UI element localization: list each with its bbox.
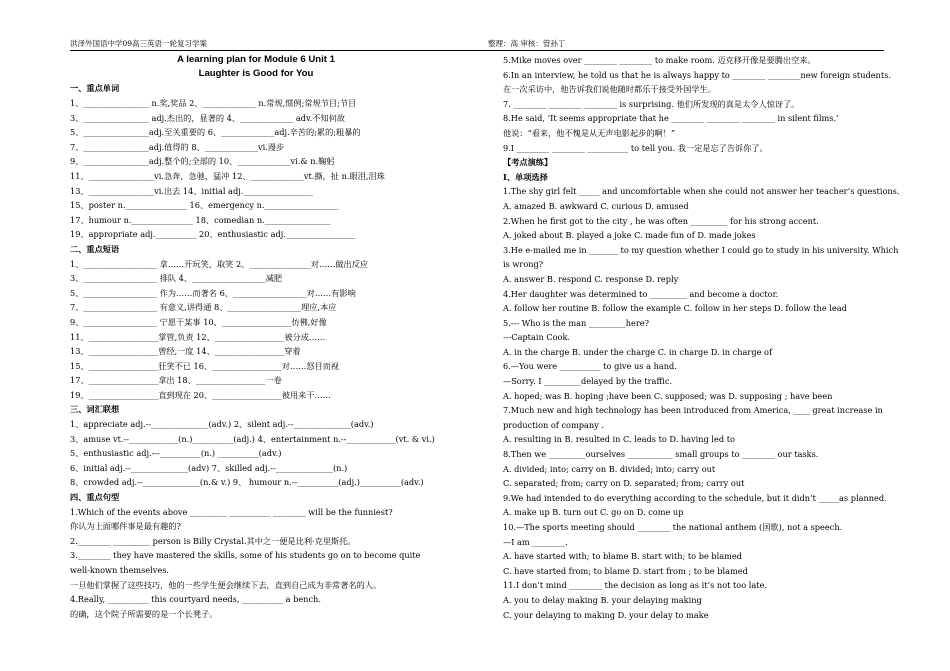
left-line: 7、__________________ 有意义,讲得通 8、__________________理应,本应 xyxy=(70,302,337,313)
left-line: well-known themselves. xyxy=(70,565,170,575)
right-line: —I am ________. xyxy=(503,536,568,547)
left-column xyxy=(70,53,442,621)
left-line: 5、enthusiastic adj.---__________(n.) __________(adv.) xyxy=(70,448,282,459)
header-left: 洪泽外国语中学09高三英语一轮复习学案 xyxy=(70,39,208,48)
left-line: 5、________________adj.至关重要的 6、_____________adj.辛苦的;累的;粗暴的 xyxy=(70,127,361,138)
right-line: A. resulting in B. resulted in C. leads to D. having led to xyxy=(503,434,735,445)
left-line: 3、__________________ 排队 4、__________________减肥 xyxy=(70,273,283,284)
right-line: 2.When he first got to the city , he was often _________ for his strong accent. xyxy=(503,215,819,226)
left-line: 1、________________ n.奖,奖品 2、_____________ n.常规,惯例;常规节目;节目 xyxy=(70,98,357,108)
right-line: A. make up B. turn out C. go on D. come up xyxy=(503,507,684,518)
left-line: 你认为上面哪件事是最有趣的? xyxy=(70,521,181,532)
right-line: 他说：“看来，他不愧是从无声电影起步的啊！” xyxy=(503,127,676,138)
left-line: 11、________________vi.急奔，急驰，猛冲 12、_____________vt.撕，扯 n.眼泪,泪珠 xyxy=(70,170,385,181)
right-column-body xyxy=(503,53,900,622)
left-line: 5、__________________ 作为……而著名 6、__________________对……有影响 xyxy=(70,287,356,298)
right-line: 【考点演练】 xyxy=(503,157,553,168)
left-line: 3.________ they have mastered the skills, some of his students go on to become quite xyxy=(70,550,421,561)
right-line: 10.—The sports meeting should ________ the national anthem (国歌), not a speech. xyxy=(503,522,843,532)
right-line: production of company . xyxy=(503,419,604,430)
left-line: 15、_________________狂笑不已 16、_________________对……怒目而视 xyxy=(70,360,340,371)
left-line: 一、重点单词 xyxy=(70,83,120,94)
left-line: 3、amuse vt.--____________(n.)__________(adj.) 4、entertainment n.--____________(vt. & vi.) xyxy=(70,433,435,444)
right-line: 6.In an interview, he told us that he is always happy to ________ ________new foreign students. xyxy=(503,69,891,80)
right-line: ---Captain Cook. xyxy=(503,332,571,343)
left-line: 1、__________________ 拿……开玩笑，取笑 2、_______________对……做出反应 xyxy=(70,258,369,269)
right-line: A. have started with; to blame B. start with; to be blamed xyxy=(503,551,742,562)
left-line: 9、________________adj.整个的;全部的 10、_____________vi.& n.鞠躬 xyxy=(70,156,335,167)
right-line: 7. ________ ________ ________ is surprising. 他们所发现的真是太令人惊讶了。 xyxy=(503,98,800,109)
right-line: 3.He e-mailed me in _______ to my question whether I could go to study in his university. Which xyxy=(503,244,899,255)
right-line: 8.Then we _________ourselves ___________ small groups to ________ our tasks. xyxy=(503,449,819,460)
left-line: 17、humour n._______________ 18、comedian n.________________ xyxy=(70,214,331,225)
right-line: 5.--- Who is the man _________here? xyxy=(503,317,649,328)
right-line: A. you to delay making B. your delaying making xyxy=(503,594,702,605)
right-line: 4.Her daughter was determined to _________ and become a doctor. xyxy=(503,288,779,299)
right-line: A. hoped; was B. hoping ;have been C. supposed; was D. supposing ; have been xyxy=(503,390,833,401)
left-line: 19、_________________直到现在 20、_________________被用来干…… xyxy=(70,389,331,400)
left-line: 19、appropriate adj.__________ 20、enthusiastic adj._________________ xyxy=(70,229,356,240)
left-line: 17、_________________拿出 18、_________________一卷 xyxy=(70,375,282,386)
left-line: 2.________ _________ person is Billy Crystal.其中之一便是比利·克里斯托。 xyxy=(70,535,356,546)
right-line: 5.Mike moves over ________ ________ to make room. 迈克移开像是要腾出空来。 xyxy=(503,55,816,65)
right-line: A. follow her routine B. follow the example C. follow in her steps D. follow the lead xyxy=(503,303,847,314)
right-line: A. in the charge B. under the charge C. in charge D. in charge of xyxy=(503,346,772,357)
right-line: 1.The shy girl felt _____ and uncomfortable when she could not answer her teacher’s questions. xyxy=(503,186,900,197)
left-line: 的确，这个院子所需要的是一个长凳子。 xyxy=(70,608,218,619)
left-line: 4.Really, __________ this courtyard needs, __________ a bench. xyxy=(70,594,321,605)
left-line: 四、重点句型 xyxy=(70,492,120,503)
right-line: A. divided; into; carry on B. divided; into; carry out xyxy=(503,463,716,474)
right-line: A. joked about B. played a joke C. made fun of D. made jokes xyxy=(503,230,756,241)
title-line-1: A learning plan for Module 6 Unit 1 xyxy=(177,54,335,65)
left-line: 13、________________vi.出去 14、initial adj._________________ xyxy=(70,185,313,196)
right-line: 在一次采访中，他告诉我们说他随时都乐于接受外国学生。 xyxy=(503,84,716,95)
left-line: 6、initial adj.--______________(adv) 7、skilled adj.--______________(n.) xyxy=(70,462,348,473)
right-column xyxy=(503,53,900,622)
left-line: 13、_________________曾经,一度 14、_________________穿着 xyxy=(70,346,301,357)
title-line-2: Laughter is Good for You xyxy=(198,68,314,80)
left-line: 三、词汇联想 xyxy=(70,404,120,415)
left-line: 8、crowded adj.--______________(n.& v.) 9、 humour n.--__________(adj.)__________(adv.) xyxy=(70,477,424,488)
right-line: Ⅰ、单项选择 xyxy=(503,171,548,182)
left-line: 11、_________________掌管,负责 12、_________________被分成…… xyxy=(70,331,326,342)
page-header xyxy=(70,38,884,51)
right-line: C. separated; from; carry on D. separated; from; carry out xyxy=(503,478,745,489)
left-line: 一旦他们掌握了这些技巧，他的一些学生便会继续下去，直到自己成为非常著名的人。 xyxy=(70,579,382,590)
right-line: 6.—You were __________ to give us a hand. xyxy=(503,361,677,372)
header-right: 整理：高 审核：管孙丁 xyxy=(488,39,566,48)
left-line: 15、poster n._______________ 16、emergency n.__________________ xyxy=(70,200,339,211)
right-line: A. amazed B. awkward C. curious D. amused xyxy=(503,200,689,211)
left-line: 二、重点短语 xyxy=(70,243,120,254)
left-line: 7、________________adj.值得的 8、_____________vi.漫步 xyxy=(70,141,285,152)
left-line: 3、________________ adj.杰出的，显著的 4、_____________ adv.不知何故 xyxy=(70,112,346,123)
left-line: 1.Which of the events above _________ __________ ________ will be the funniest? xyxy=(70,506,393,517)
right-line: is wrong? xyxy=(503,259,544,270)
right-line: 8.He said, ‘It seems appropriate that he ________ ________ ________ in silent films.’ xyxy=(503,113,839,124)
left-column-body xyxy=(70,81,442,621)
left-line: 9、__________________ 宁愿干某事 10、_________________仿佛,好像 xyxy=(70,316,327,327)
left-line: 1、appreciate adj.--______________(adv.) 2、silent adj.--______________(adv.) xyxy=(70,419,374,430)
right-line: A. answer B. respond C. response D. reply xyxy=(503,273,679,284)
right-line: 11.I don’t mind ________ the decision as long as it’s not too late. xyxy=(503,580,768,591)
right-line: —Sorry. I _________delayed by the traffic. xyxy=(503,376,673,387)
right-line: 7.Much new and high technology has been introduced from America, ____ great increase in xyxy=(503,405,883,416)
right-line: 9.I ________ ________ __________ to tell you. 我一定是忘了告诉你了。 xyxy=(503,142,768,153)
right-line: C. have started from; to blame D. start from ; to be blamed xyxy=(503,565,748,576)
right-line: 9.We had intended to do everything according to the schedule, but it didn’t _____as planned. xyxy=(503,492,887,503)
right-line: C. your delaying to making D. your delay to make xyxy=(503,609,709,620)
